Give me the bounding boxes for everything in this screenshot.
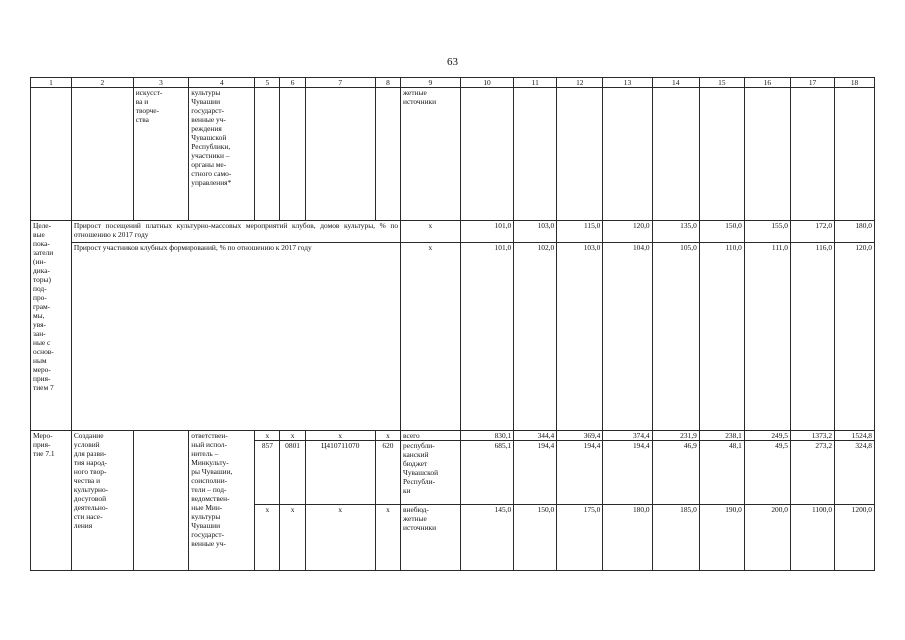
value-cell: 150,0 (699, 221, 744, 243)
value-cell: 1200,0 (835, 505, 875, 571)
value-cell: 111,0 (744, 243, 790, 431)
column-number: 12 (557, 78, 603, 88)
empty-cell (305, 88, 375, 221)
column-number: 7 (305, 78, 375, 88)
indicator-marker: x (401, 243, 461, 431)
empty-cell (514, 88, 557, 221)
value-cell: 1373,2 (791, 431, 835, 441)
value-cell: 324,8 (835, 441, 875, 505)
target-row (31, 243, 875, 431)
indicator-marker: x (401, 221, 461, 243)
value-cell: 194,4 (557, 441, 603, 505)
empty-cell (835, 88, 875, 221)
value-cell: 48,1 (699, 441, 744, 505)
funding-source-cell: внебюд- жетные источники (401, 505, 461, 571)
value-cell: 105,0 (652, 243, 699, 431)
column-number: 17 (791, 78, 835, 88)
value-cell: 101,0 (460, 221, 513, 243)
empty-cell (375, 88, 400, 221)
empty-cell (133, 431, 189, 571)
code-cell: 0801 (280, 441, 305, 505)
value-cell: 135,0 (652, 221, 699, 243)
value-cell: 104,0 (603, 243, 652, 431)
column-number: 3 (133, 78, 189, 88)
budget-table (30, 77, 875, 571)
empty-cell (791, 88, 835, 221)
column-number: 14 (652, 78, 699, 88)
code-cell: x (305, 505, 375, 571)
code-cell: x (375, 431, 400, 441)
value-cell: 1524,8 (835, 431, 875, 441)
value-cell: 344,4 (514, 431, 557, 441)
code-cell: Ц410711070 (305, 441, 375, 505)
column-number: 1 (31, 78, 72, 88)
funding-source-cell: жетные источники (401, 88, 461, 221)
code-cell: x (255, 431, 280, 441)
column-number: 2 (71, 78, 133, 88)
value-cell: 185,0 (652, 505, 699, 571)
column-number: 13 (603, 78, 652, 88)
funding-source-cell: всего (401, 431, 461, 441)
continuation-row (31, 88, 875, 221)
measure-responsible: ответствен- ный испол- нитель – Минкульту- ры Чувашии, соисполни- тели – под- ведомствен- ные Мин- культуры Чувашии государст- венные уч- (189, 431, 255, 571)
column-number: 16 (744, 78, 790, 88)
column-number: 15 (699, 78, 744, 88)
empty-cell (255, 88, 280, 221)
value-cell: 190,0 (699, 505, 744, 571)
value-cell: 273,2 (791, 441, 835, 505)
value-cell: 180,0 (835, 221, 875, 243)
empty-cell (460, 88, 513, 221)
empty-cell (280, 88, 305, 221)
value-cell: 1100,0 (791, 505, 835, 571)
target-row (31, 221, 875, 243)
column-number: 11 (514, 78, 557, 88)
value-cell: 194,4 (514, 441, 557, 505)
value-cell: 175,0 (557, 505, 603, 571)
value-cell: 172,0 (791, 221, 835, 243)
funding-source-cell: республи- канский бюджет Чувашской Республи- ки (401, 441, 461, 505)
value-cell: 150,0 (514, 505, 557, 571)
value-cell: 115,0 (557, 221, 603, 243)
target-indicators-label: Целе- вые пока- затели (ин- дика- торы) под- про- грам- мы, увя- зан- ные с основ- ным меро- прия- тием 7 (31, 221, 72, 431)
column-number: 5 (255, 78, 280, 88)
value-cell: 110,0 (699, 243, 744, 431)
value-cell: 685,1 (460, 441, 513, 505)
empty-cell (557, 88, 603, 221)
value-cell: 231,9 (652, 431, 699, 441)
empty-cell (652, 88, 699, 221)
measure-row (31, 431, 875, 441)
responsible-cell: культуры Чувашии государст- венные уч- реждения Чувашской Республики, участники – органы ме- стного само- управления* (189, 88, 255, 221)
value-cell: 120,0 (603, 221, 652, 243)
value-cell: 102,0 (514, 243, 557, 431)
column-number: 6 (280, 78, 305, 88)
column-number: 9 (401, 78, 461, 88)
column-number: 18 (835, 78, 875, 88)
measure-label: Меро- прия- тие 7.1 (31, 431, 72, 571)
code-cell: 857 (255, 441, 280, 505)
value-cell: 103,0 (557, 243, 603, 431)
empty-cell (603, 88, 652, 221)
value-cell: 49,5 (744, 441, 790, 505)
value-cell: 145,0 (460, 505, 513, 571)
code-cell: 620 (375, 441, 400, 505)
empty-cell (699, 88, 744, 221)
code-cell: x (255, 505, 280, 571)
column-number-row (31, 78, 875, 88)
value-cell: 200,0 (744, 505, 790, 571)
column-number: 10 (460, 78, 513, 88)
value-cell: 194,4 (603, 441, 652, 505)
empty-cell (31, 88, 72, 221)
column-number: 8 (375, 78, 400, 88)
empty-cell (71, 88, 133, 221)
measure-name: Создание условий для разви- тия народ- ного твор- чества и культурно- досуговой деятельно- сти насе- ления (71, 431, 133, 571)
value-cell: 249,5 (744, 431, 790, 441)
value-cell: 830,1 (460, 431, 513, 441)
value-cell: 238,1 (699, 431, 744, 441)
value-cell: 180,0 (603, 505, 652, 571)
value-cell: 103,0 (514, 221, 557, 243)
code-cell: x (280, 431, 305, 441)
value-cell: 116,0 (791, 243, 835, 431)
value-cell: 101,0 (460, 243, 513, 431)
value-cell: 120,0 (835, 243, 875, 431)
indicator-text: Прирост посещений платных культурно-массовых мероприятий клубов, домов культуры, % по отношению к 2017 году (71, 221, 400, 243)
value-cell: 374,4 (603, 431, 652, 441)
code-cell: x (280, 505, 305, 571)
value-cell: 46,9 (652, 441, 699, 505)
value-cell: 155,0 (744, 221, 790, 243)
column-number: 4 (189, 78, 255, 88)
subprogram-cell: искусст- ва и творче- ства (133, 88, 189, 221)
code-cell: x (305, 431, 375, 441)
code-cell: x (375, 505, 400, 571)
page-number: 63 (447, 56, 458, 68)
value-cell: 369,4 (557, 431, 603, 441)
indicator-text: Прирост участников клубных формирований, % по отношению к 2017 году (71, 243, 400, 431)
empty-cell (744, 88, 790, 221)
